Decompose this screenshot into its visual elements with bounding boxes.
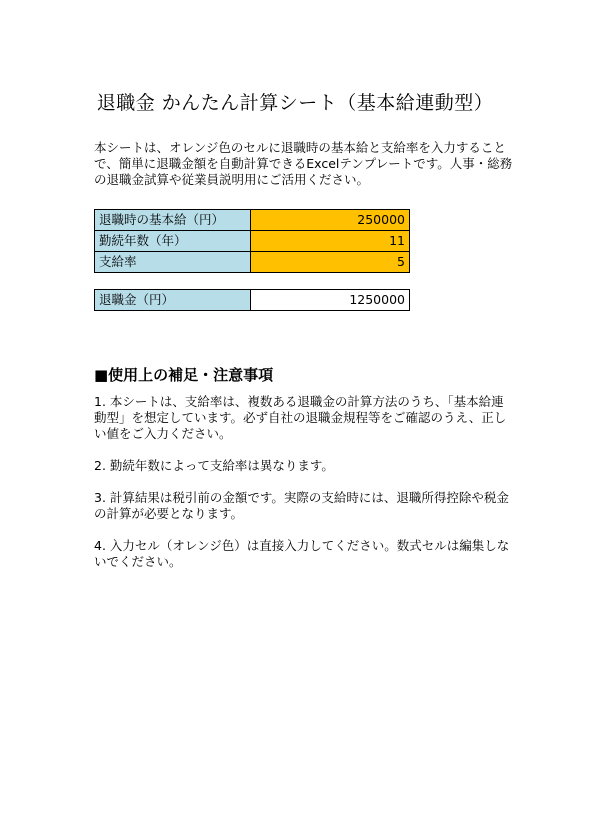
table-row (95, 290, 410, 311)
years-of-service-label: 勤続年数（年） (95, 231, 251, 252)
base-salary-label: 退職時の基本給（円） (95, 210, 251, 231)
page-title: 退職金 かんたん計算シート（基本給連動型） (96, 92, 494, 114)
table-row (95, 210, 410, 231)
note-item: 4. 入力セル（オレンジ色）は直接入力してください。数式セルは編集しないでください。 (94, 538, 510, 569)
base-salary-input[interactable]: 250000 (251, 210, 410, 231)
years-of-service-input[interactable]: 11 (251, 231, 410, 252)
notes-list (94, 394, 514, 569)
result-table (94, 289, 410, 311)
table-row (95, 252, 410, 273)
table-row (95, 231, 410, 252)
input-table (94, 209, 410, 273)
note-item: 1. 本シートは、支給率は、複数ある退職金の計算方法のうち、「基本給連動型」を想定しています。必ず自社の退職金規程等をご確認のうえ、正しい値をご入力ください。 (94, 394, 507, 441)
notes-heading: ■使用上の補足・注意事項 (94, 366, 274, 384)
payment-rate-label: 支給率 (95, 252, 251, 273)
note-item: 3. 計算結果は税引前の金額です。実際の支給時には、退職所得控除や税金の計算が必要となります。 (94, 490, 509, 521)
note-item: 2. 勤続年数によって支給率は異なります。 (94, 458, 334, 473)
intro-text: 本シートは、オレンジ色のセルに退職時の基本給と支給率を入力することで、簡単に退職金額を自動計算できるExcelテンプレートです。人事・総務の退職金試算や従業員説明用にご活用ください。 (94, 140, 513, 187)
retirement-allowance-value: 1250000 (251, 290, 410, 311)
retirement-allowance-label: 退職金（円） (95, 290, 251, 311)
payment-rate-input[interactable]: 5 (251, 252, 410, 273)
